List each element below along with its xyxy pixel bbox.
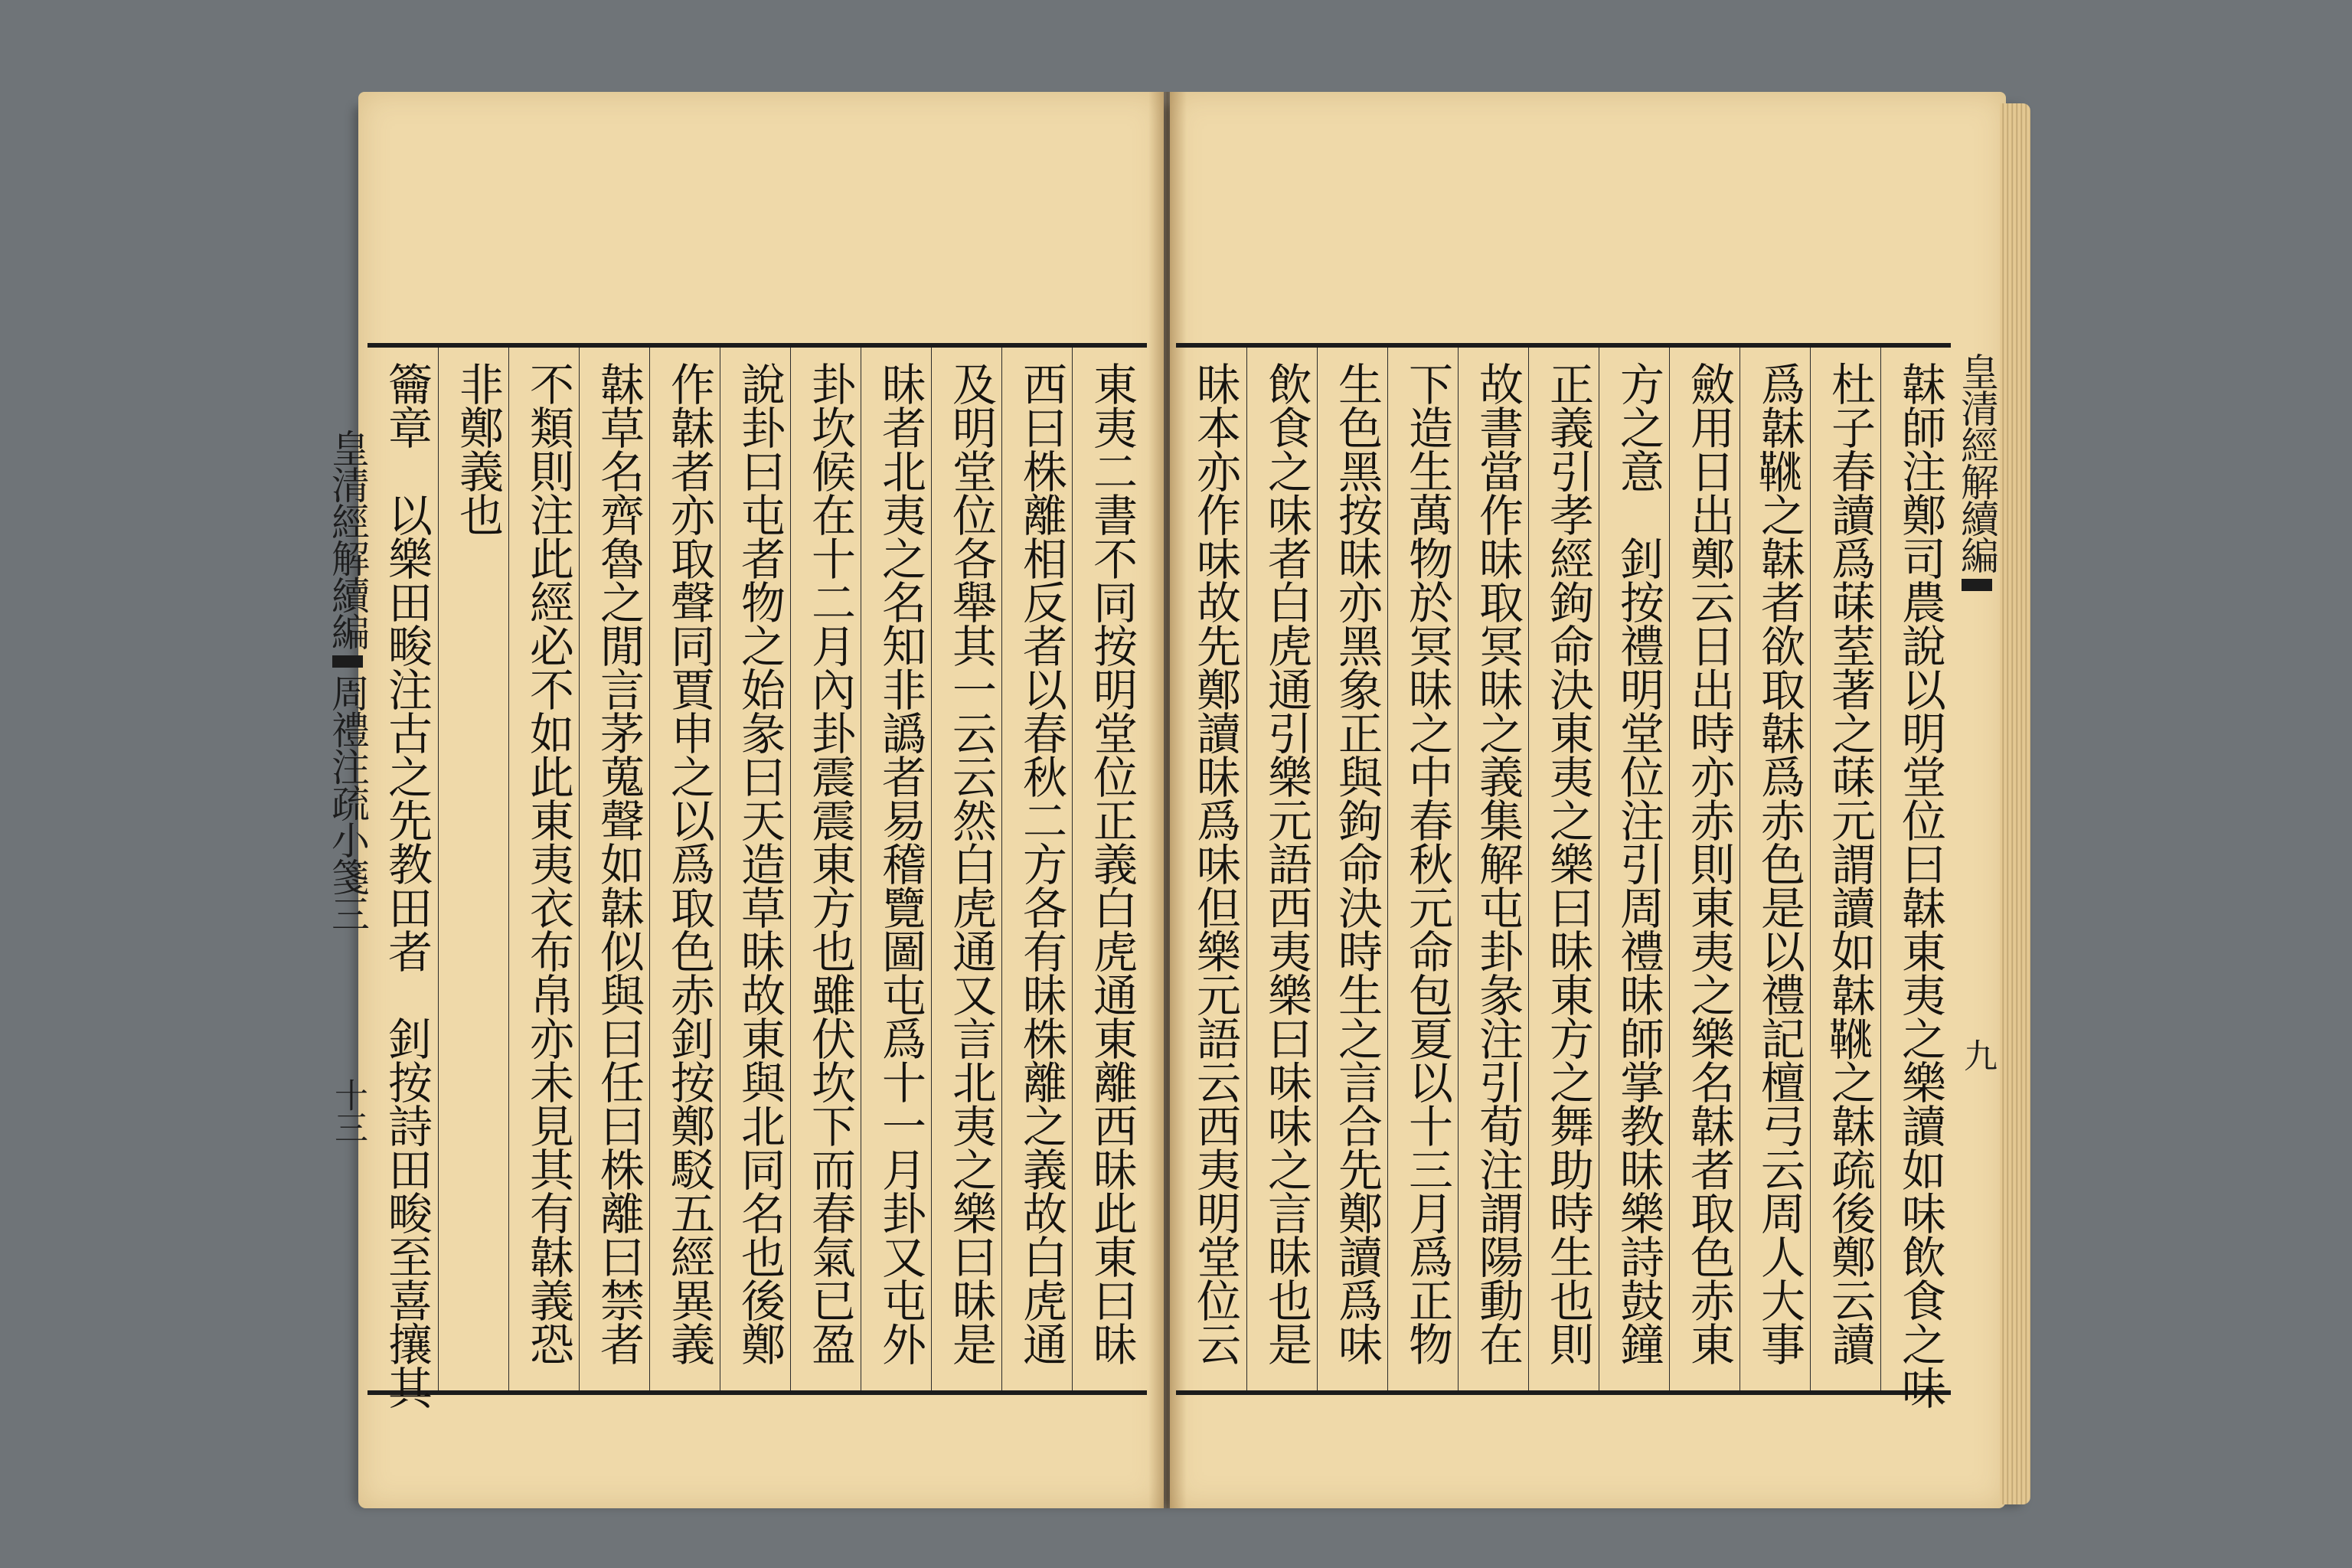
page-number: 十三 — [328, 1078, 368, 1142]
right-col-6 — [1528, 348, 1599, 1390]
right-col-2 — [1810, 348, 1881, 1390]
left-col-3 — [931, 348, 1002, 1390]
column-text: 杜子春讀爲菋荎著之菋元謂讀如韎𩋍之韎疏後鄭云讀 — [1824, 361, 1876, 1365]
left-col-11 — [368, 348, 438, 1409]
left-col-1 — [1072, 348, 1143, 1390]
column-text: 斂用日出鄭云日出時亦赤則東夷之樂名韎者取色赤東 — [1683, 361, 1735, 1365]
column-text: 方之意 釗按禮明堂位注引周禮昧師掌教昧樂詩鼓鐘 — [1612, 361, 1664, 1365]
column-text: 作韎者亦取聲同賈申之以爲取色赤釗按鄭駁五經異義 — [663, 361, 715, 1365]
column-text: 非鄭義也 — [452, 361, 504, 536]
right-col-10 — [1246, 348, 1318, 1390]
banxin-subtitle: 周禮注疏小箋三 — [325, 674, 370, 931]
column-text: 下造生萬物於冥昧之中春秋元命包夏以十三月爲正物 — [1401, 361, 1453, 1365]
column-text: 西曰株離相反者以春秋二方各有昧株離之義故白虎通 — [1015, 361, 1067, 1365]
column-text: 籥章 以樂田畯注古之先教田者 釗按詩田畯至喜攘其 — [381, 361, 433, 1409]
page-number: 九 — [1958, 1038, 1997, 1070]
column-text: 正義引孝經鉤命決東夷之樂曰昧東方之舞助時生也則 — [1542, 361, 1594, 1365]
column-text: 昧本亦作味故先鄭讀昧爲味但樂元語云西夷明堂位云 — [1189, 361, 1241, 1365]
page-edges — [2000, 103, 2030, 1504]
column-text: 說卦曰屯者物之始彖曰天造草昧故東與北同名也後鄭 — [733, 361, 786, 1365]
right-col-5 — [1599, 348, 1670, 1390]
right-text-frame — [1176, 343, 1951, 1409]
left-banxin — [322, 429, 375, 1348]
left-text-frame — [368, 343, 1147, 1409]
left-col-7 — [649, 348, 720, 1390]
banxin-title: 皇清經解續編 — [325, 429, 370, 649]
column-text: 及明堂位各舉其一云云然白虎通又言北夷之樂曰昧是 — [945, 361, 997, 1365]
column-text: 生色黑按昧亦黑象正與鉤命決時生之言合先鄭讀爲味 — [1331, 361, 1383, 1365]
right-col-4 — [1669, 348, 1740, 1390]
left-col-2 — [1001, 348, 1073, 1390]
fishtail-mark — [332, 655, 363, 668]
column-text: 故書當作昧取冥昧之義集解屯卦彖注引荀注謂陽動在 — [1472, 361, 1524, 1365]
right-col-3 — [1740, 348, 1811, 1390]
fishtail-mark — [1962, 579, 1992, 591]
column-text: 不類則注此經必不如此東夷衣布帛亦未見其有韎義恐 — [522, 361, 574, 1365]
left-col-8 — [579, 348, 650, 1390]
column-text: 東夷二書不同按明堂位正義白虎通東離西昧此東曰昧 — [1086, 361, 1138, 1365]
right-col-1 — [1880, 348, 1952, 1409]
left-col-10 — [438, 348, 509, 1390]
left-col-6 — [720, 348, 791, 1390]
right-col-7 — [1458, 348, 1529, 1390]
left-col-5 — [790, 348, 861, 1390]
column-text: 飲食之味者白虎通引樂元語西夷樂曰味味之言昧也是 — [1260, 361, 1312, 1365]
column-text: 爲韎𩋍之韎者欲取韎爲赤色是以禮記檀弓云周人大事 — [1753, 361, 1805, 1365]
column-text: 卦坎候在十二月內卦震震東方也雖伏坎下而春氣已盈 — [804, 361, 856, 1365]
column-text: 韎草名齊魯之閒言茅蒐聲如韎似與曰任曰株離曰禁者 — [593, 361, 645, 1365]
right-col-11 — [1176, 348, 1246, 1390]
right-col-8 — [1387, 348, 1459, 1390]
right-banxin — [1951, 352, 2004, 1348]
column-text: 昧者北夷之名知非譌者易稽覽圖屯爲十一月卦又屯外 — [874, 361, 926, 1365]
banxin-title: 皇清經解續編 — [1955, 352, 1999, 573]
left-col-4 — [861, 348, 932, 1390]
column-text: 韎師注鄭司農說以明堂位曰韎東夷之樂讀如味飲食之味 — [1894, 361, 1946, 1409]
left-col-9 — [508, 348, 580, 1390]
right-col-9 — [1317, 348, 1388, 1390]
